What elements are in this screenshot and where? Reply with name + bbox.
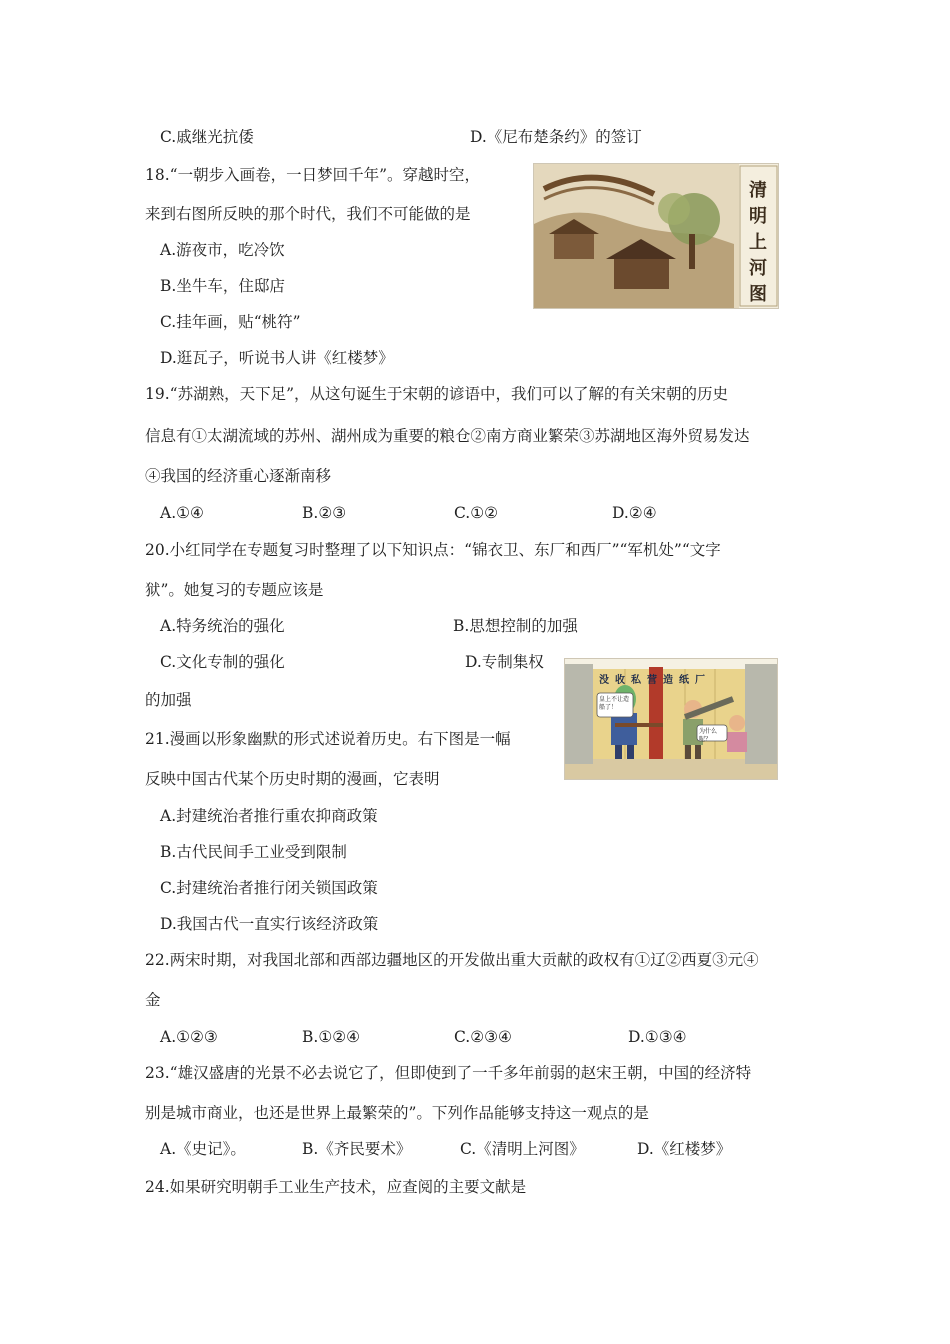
q19-option-b: B.②③ — [302, 504, 347, 522]
q17-option-d: D.《尼布楚条约》的签订 — [470, 128, 642, 146]
q17-option-c: C.戚继光抗倭 — [160, 128, 254, 146]
painting-title-text: 清明上河图 — [749, 180, 767, 305]
q18-stem-line1: 18.“一朝步入画卷，一日梦回千年”。穿越时空， — [145, 166, 480, 184]
q21-stem-line1: 21.漫画以形象幽默的形式述说着历史。右下图是一幅 — [145, 730, 511, 748]
q18-option-b: B.坐牛车，住邸店 — [160, 277, 285, 295]
q20-option-d-continued: 的加强 — [145, 691, 192, 709]
q19-option-d: D.②④ — [612, 504, 657, 522]
q23-option-b: B.《齐民要术》 — [302, 1140, 412, 1158]
q19-stem-line1: 19.“苏湖熟，天下足”，从这句诞生于宋朝的谚语中，我们可以了解的有关宋朝的历史 — [145, 385, 729, 403]
q22-option-a: A.①②③ — [160, 1028, 218, 1046]
q21-option-b: B.古代民间手工业受到限制 — [160, 843, 347, 861]
qingming-painting-illustration — [534, 164, 778, 308]
q18-option-c: C.挂年画，贴“桃符” — [160, 313, 301, 331]
q18-option-a: A.游夜市，吃冷饮 — [160, 241, 285, 259]
q20-option-d: D.专制集权 — [465, 653, 544, 671]
q22-option-c: C.②③④ — [454, 1028, 512, 1046]
q18-stem-line2: 来到右图所反映的那个时代，我们不可能做的是 — [145, 205, 471, 223]
q22-stem-line2: 金 — [145, 991, 161, 1009]
q22-stem-line1: 22.两宋时期，对我国北部和西部边疆地区的开发做出重大贡献的政权有①辽②西夏③元④ — [145, 951, 759, 969]
q23-stem-line1: 23.“雄汉盛唐的光景不必去说它了，但即使到了一千多年前弱的赵宋王朝，中国的经济特 — [145, 1064, 752, 1082]
q20-option-a: A.特务统治的强化 — [160, 617, 285, 635]
q22-option-b: B.①②④ — [302, 1028, 361, 1046]
cartoon-speech-bubble-2: 为什么呢？ — [699, 728, 718, 743]
q23-stem-line2: 别是城市商业，也还是世界上最繁荣的”。下列作品能够支持这一观点的是 — [145, 1104, 649, 1122]
cartoon-image — [564, 658, 778, 780]
q19-stem-line3: ④我国的经济重心逐渐南移 — [145, 467, 332, 485]
q21-option-c: C.封建统治者推行闭关锁国政策 — [160, 879, 378, 897]
q21-stem-line2: 反映中国古代某个历史时期的漫画，它表明 — [145, 770, 440, 788]
q23-option-a: A.《史记》。 — [160, 1140, 246, 1158]
q19-stem-line2: 信息有①太湖流域的苏州、湖州成为重要的粮仓②南方商业繁荣③苏湖地区海外贸易发达 — [145, 427, 750, 445]
q20-option-c: C.文化专制的强化 — [160, 653, 285, 671]
q20-stem-line1: 20.小红同学在专题复习时整理了以下知识点：“锦衣卫、东厂和西厂”“军机处”“文字 — [145, 541, 721, 559]
q22-option-d: D.①③④ — [628, 1028, 687, 1046]
q21-option-d: D.我国古代一直实行该经济政策 — [160, 915, 379, 933]
q23-option-d: D.《红楼梦》 — [637, 1140, 732, 1158]
cartoon-speech-bubble-1: 皇上不让造船了！ — [599, 696, 630, 711]
qingming-painting-image — [533, 163, 779, 309]
q19-option-a: A.①④ — [160, 504, 204, 522]
cartoon-sign-text: 没收私营造纸厂 — [599, 675, 711, 686]
q18-option-d: D.逛瓦子，听说书人讲《红楼梦》 — [160, 349, 394, 367]
q21-option-a: A.封建统治者推行重农抑商政策 — [160, 807, 378, 825]
q23-option-c: C.《清明上河图》 — [460, 1140, 585, 1158]
q19-option-c: C.①② — [454, 504, 499, 522]
q24-stem-line1: 24.如果研究明朝手工业生产技术，应查阅的主要文献是 — [145, 1178, 527, 1196]
q20-stem-line2: 狱”。她复习的专题应该是 — [145, 581, 324, 599]
q20-option-b: B.思想控制的加强 — [453, 617, 578, 635]
